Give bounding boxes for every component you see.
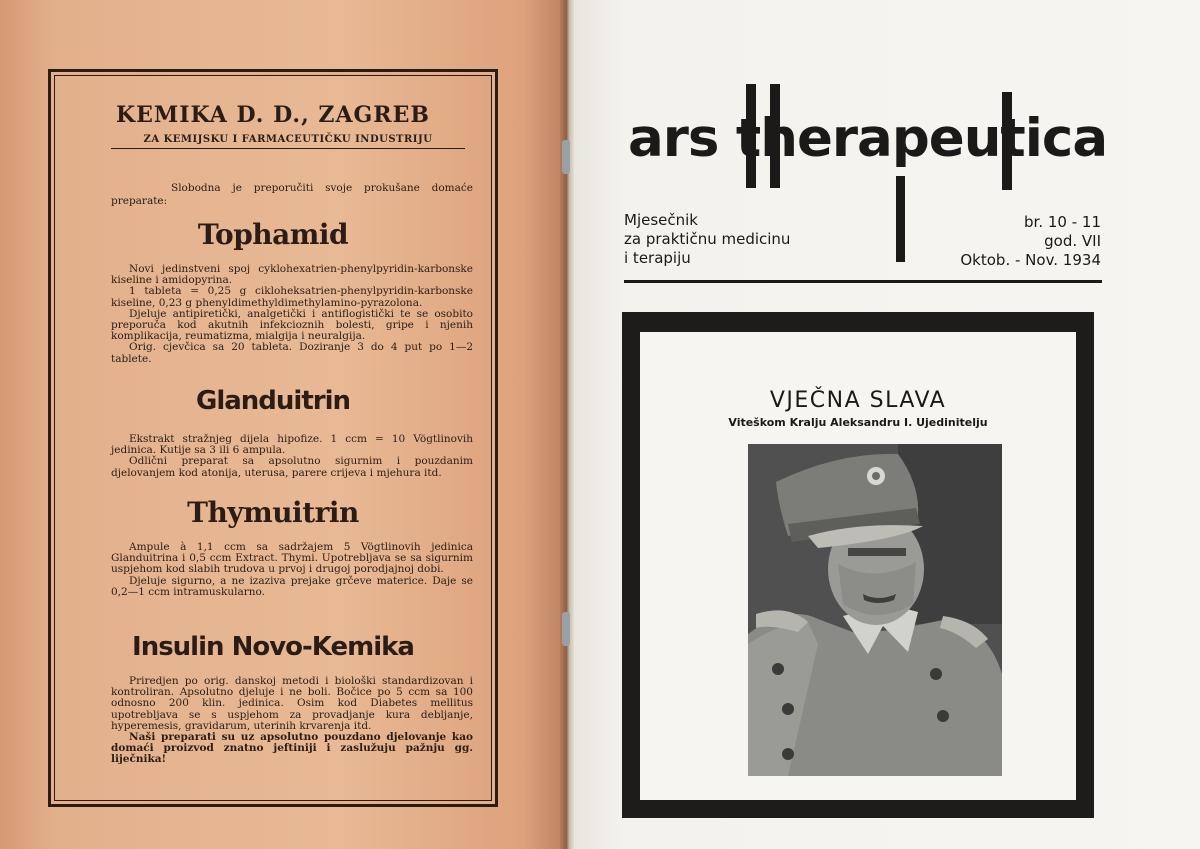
memorial-title: VJEČNA SLAVA [769, 388, 947, 413]
product-name-glanduitrin: Glanduitrin [195, 386, 350, 416]
portrait-illustration [748, 444, 1002, 776]
issue-date: Oktob. - Nov. 1934 [960, 251, 1101, 269]
paragraph: 1 tableta = 0,25 g cikloheksatrien-phenylpyridin-karbonske kiseline, 0,23 g phenyldimethyldimethylamino-pyrazolona. [111, 285, 473, 309]
staple [562, 140, 570, 174]
subtitle-line: Mjesečnik [624, 211, 698, 229]
paragraph: Ampule à 1,1 ccm sa sadržajem 5 Vögtlinovih jedinica Glanduitrina i 0,5 ccm Extract. Thymi. Upotrebljava se sa sigurnim uspjehom kod slabih trudova u prvoj i drugoj porodjajnoj dobi. [111, 541, 473, 576]
portrait-photo [748, 444, 1002, 776]
paragraph: Djeluje sigurno, a ne izaziva prejake grčeve materice. Daje se 0,2—1 ccm intramuskularno. [111, 574, 473, 598]
paragraph: Orig. cjevčica sa 20 tableta. Doziranje 3 do 4 put po 1—2 tablete. [111, 341, 473, 365]
paragraph: Odlični preparat sa apsolutno sigurnim i pouzdanim djelovanjem kod atonija, uterusa, parere crijeva i mjehura itd. [111, 455, 473, 479]
product-description-tophamid [111, 264, 473, 365]
issue-year: god. VII [1044, 232, 1101, 250]
subtitle-line: i terapiju [624, 249, 691, 267]
advertisement-frame [48, 69, 498, 807]
closing-statement: Naši preparati su uz apsolutno pouzdano djelovanje kao domaći proizvod znatno jeftiniji i zaslužuju pažnju gg. liječnika! [111, 731, 473, 766]
title-decorative-stroke [896, 176, 905, 262]
paragraph: Djeluje antipiretički, analgetički i antiflogistički te se osobito preporuča kod akutnih infekcioznih bolesti, gripe i njenih komplikacija, reumatizma, mialgija i neuralgija. [111, 307, 473, 343]
subtitle-line: za praktičnu medicinu [624, 230, 791, 248]
header-rule [624, 280, 1102, 283]
staple [562, 612, 570, 646]
product-description-insulin [111, 676, 473, 766]
left-page [0, 0, 568, 849]
memorial-frame [622, 312, 1094, 818]
product-description-thymuitrin [111, 542, 473, 598]
product-name-thymuitrin: Thymuitrin [187, 496, 359, 529]
ad-intro: Slobodna je preporučiti svoje prokušane domaće preparate: [111, 182, 473, 207]
company-name: KEMIKA D. D., ZAGREB [116, 102, 430, 128]
subtitle-rule [111, 148, 465, 149]
paragraph: Novi jedinstveni spoj cyklohexatrien-phenylpyridin-karbonske kiseline i amidopyrina. [111, 263, 473, 287]
company-subtitle: ZA KEMIJSKU I FARMACEUTIČKU INDUSTRIJU [143, 134, 433, 145]
magazine-title: ars therapeutica [628, 108, 1108, 169]
product-description-glanduitrin [111, 434, 473, 479]
issue-number: br. 10 - 11 [1024, 213, 1101, 231]
paragraph: Ekstrakt stražnjeg dijela hipofize. 1 ccm = 10 Vögtlinovih jedinica. Kutije sa 3 ili 6 ampula. [111, 433, 473, 457]
product-name-tophamid: Tophamid [197, 218, 349, 251]
issue-info [960, 213, 1101, 270]
product-name-insulin: Insulin Novo-Kemika [132, 632, 414, 662]
paragraph: Priredjen po orig. danskoj metodi i biološki standardizovan i kontroliran. Apsolutno djeluje i ne boli. Bočice po 5 ccm sa 100 odnosno 200 klin. jedinica. Osim kod Diabetes mellitus upotrebljava se s uspjehom za provadjanje kura debljanje, hyperemesis, gravidarum, uterinih krvarenja itd. [111, 675, 473, 732]
memorial-subtitle: Viteškom Kralju Aleksandru I. Ujedinitelju [728, 416, 988, 429]
magazine-subtitle [624, 211, 790, 268]
